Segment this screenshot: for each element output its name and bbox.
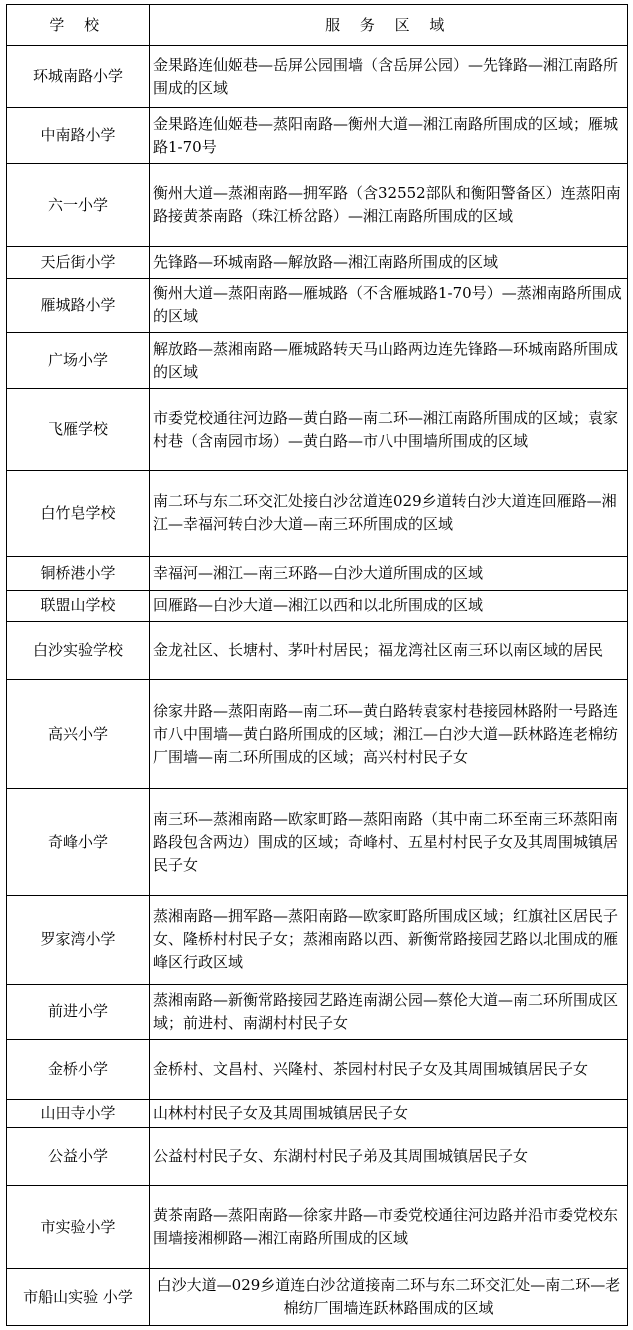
table-header-row bbox=[7, 5, 628, 46]
school-name: 山田寺小学 bbox=[7, 1100, 150, 1128]
table-row bbox=[7, 1100, 628, 1128]
table-row bbox=[7, 163, 628, 247]
service-area: 徐家井路—蒸阳南路—南二环—黄白路转袁家村巷接园林路附一号路连市八中围墙—黄白路所围成的区域；湘江—白沙大道—跃林路连老棉纺厂围墙—南二环所围成的区域；高兴村村民子女 bbox=[150, 680, 628, 789]
service-area: 解放路—蒸湘南路—雁城路转天马山路两边连先锋路—环城南路所围成的区域 bbox=[150, 332, 628, 388]
service-area: 白沙大道—029乡道连白沙岔道接南二环与东二环交汇处—南二环—老棉纺厂围墙连跃林路围成的区域 bbox=[150, 1269, 628, 1326]
service-area: 金果路连仙姬巷—岳屏公园围墙（含岳屏公园）—先锋路—湘江南路所围成的区域 bbox=[150, 46, 628, 108]
school-name: 中南路小学 bbox=[7, 108, 150, 163]
service-zone-table bbox=[6, 4, 628, 1326]
school-name: 高兴小学 bbox=[7, 680, 150, 789]
table-row bbox=[7, 895, 628, 984]
table-row bbox=[7, 389, 628, 471]
table-row bbox=[7, 108, 628, 163]
table-row bbox=[7, 1269, 628, 1326]
school-name: 环城南路小学 bbox=[7, 46, 150, 108]
table-row bbox=[7, 789, 628, 896]
school-name: 铜桥港小学 bbox=[7, 556, 150, 590]
school-name: 公益小学 bbox=[7, 1128, 150, 1185]
header-area: 服 务 区 域 bbox=[150, 5, 628, 46]
service-area: 蒸湘南路—拥军路—蒸阳南路—欧家町路所围成区域；红旗社区居民子女、隆桥村村民子女；蒸湘南路以西、新衡常路接园艺路以北围成的雁峰区行政区域 bbox=[150, 895, 628, 984]
table-row bbox=[7, 984, 628, 1039]
service-area: 回雁路—白沙大道—湘江以西和以北所围成的区域 bbox=[150, 590, 628, 621]
table-row bbox=[7, 590, 628, 621]
service-area: 南二环与东二环交汇处接白沙岔道连029乡道转白沙大道连回雁路—湘江—幸福河转白沙大道—南三环所围成的区域 bbox=[150, 470, 628, 556]
table-row bbox=[7, 1185, 628, 1269]
table-row bbox=[7, 680, 628, 789]
school-name: 白沙实验学校 bbox=[7, 621, 150, 679]
service-area: 南三环—蒸湘南路—欧家町路—蒸阳南路（其中南二环至南三环蒸阳南路段包含两边）围成的区域；奇峰村、五星村村民子女及其周围城镇居民子女 bbox=[150, 789, 628, 896]
school-name: 天后街小学 bbox=[7, 247, 150, 278]
service-area: 先锋路—环城南路—解放路—湘江南路所围成的区域 bbox=[150, 247, 628, 278]
service-area: 黄茶南路—蒸阳南路—徐家井路—市委党校通往河边路并沿市委党校东围墙接湘柳路—湘江南路所围成的区域 bbox=[150, 1185, 628, 1269]
table-row bbox=[7, 556, 628, 590]
school-name: 六一小学 bbox=[7, 163, 150, 247]
service-area: 衡州大道—蒸阳南路—雁城路（不含雁城路1-70号）—蒸湘南路所围成的区域 bbox=[150, 278, 628, 332]
school-name: 雁城路小学 bbox=[7, 278, 150, 332]
table-row bbox=[7, 1128, 628, 1185]
school-name: 广场小学 bbox=[7, 332, 150, 388]
table-row bbox=[7, 621, 628, 679]
school-name: 罗家湾小学 bbox=[7, 895, 150, 984]
service-area: 金果路连仙姬巷—蒸阳南路—衡州大道—湘江南路所围成的区域；雁城路1-70号 bbox=[150, 108, 628, 163]
school-name: 白竹皂学校 bbox=[7, 470, 150, 556]
service-area: 公益村村民子女、东湖村村民子弟及其周围城镇居民子女 bbox=[150, 1128, 628, 1185]
school-name: 市实验小学 bbox=[7, 1185, 150, 1269]
school-name: 奇峰小学 bbox=[7, 789, 150, 896]
school-name: 前进小学 bbox=[7, 984, 150, 1039]
school-name: 联盟山学校 bbox=[7, 590, 150, 621]
school-name: 金桥小学 bbox=[7, 1039, 150, 1099]
school-name: 飞雁学校 bbox=[7, 389, 150, 471]
service-area: 幸福河—湘江—南三环路—白沙大道所围成的区域 bbox=[150, 556, 628, 590]
table-row bbox=[7, 46, 628, 108]
header-school: 学 校 bbox=[7, 5, 150, 46]
table-row bbox=[7, 247, 628, 278]
service-area: 衡州大道—蒸湘南路—拥军路（含32552部队和衡阳警备区）连蒸阳南路接黄茶南路（珠江桥岔路）—湘江南路所围成的区域 bbox=[150, 163, 628, 247]
table-row bbox=[7, 1039, 628, 1099]
service-area: 金龙社区、长塘村、茅叶村居民；福龙湾社区南三环以南区域的居民 bbox=[150, 621, 628, 679]
service-area: 山林村村民子女及其周围城镇居民子女 bbox=[150, 1100, 628, 1128]
school-name: 市船山实验 小学 bbox=[7, 1269, 150, 1326]
table-row bbox=[7, 332, 628, 388]
service-area: 市委党校通往河边路—黄白路—南二环—湘江南路所围成的区域；袁家村巷（含南园市场）—黄白路—市八中围墙所围成的区域 bbox=[150, 389, 628, 471]
table-row bbox=[7, 278, 628, 332]
service-area: 蒸湘南路—新衡常路接园艺路连南湖公园—蔡伦大道—南二环所围成区域；前进村、南湖村村民子女 bbox=[150, 984, 628, 1039]
table-row bbox=[7, 470, 628, 556]
service-area: 金桥村、文昌村、兴隆村、茶园村村民子女及其周围城镇居民子女 bbox=[150, 1039, 628, 1099]
